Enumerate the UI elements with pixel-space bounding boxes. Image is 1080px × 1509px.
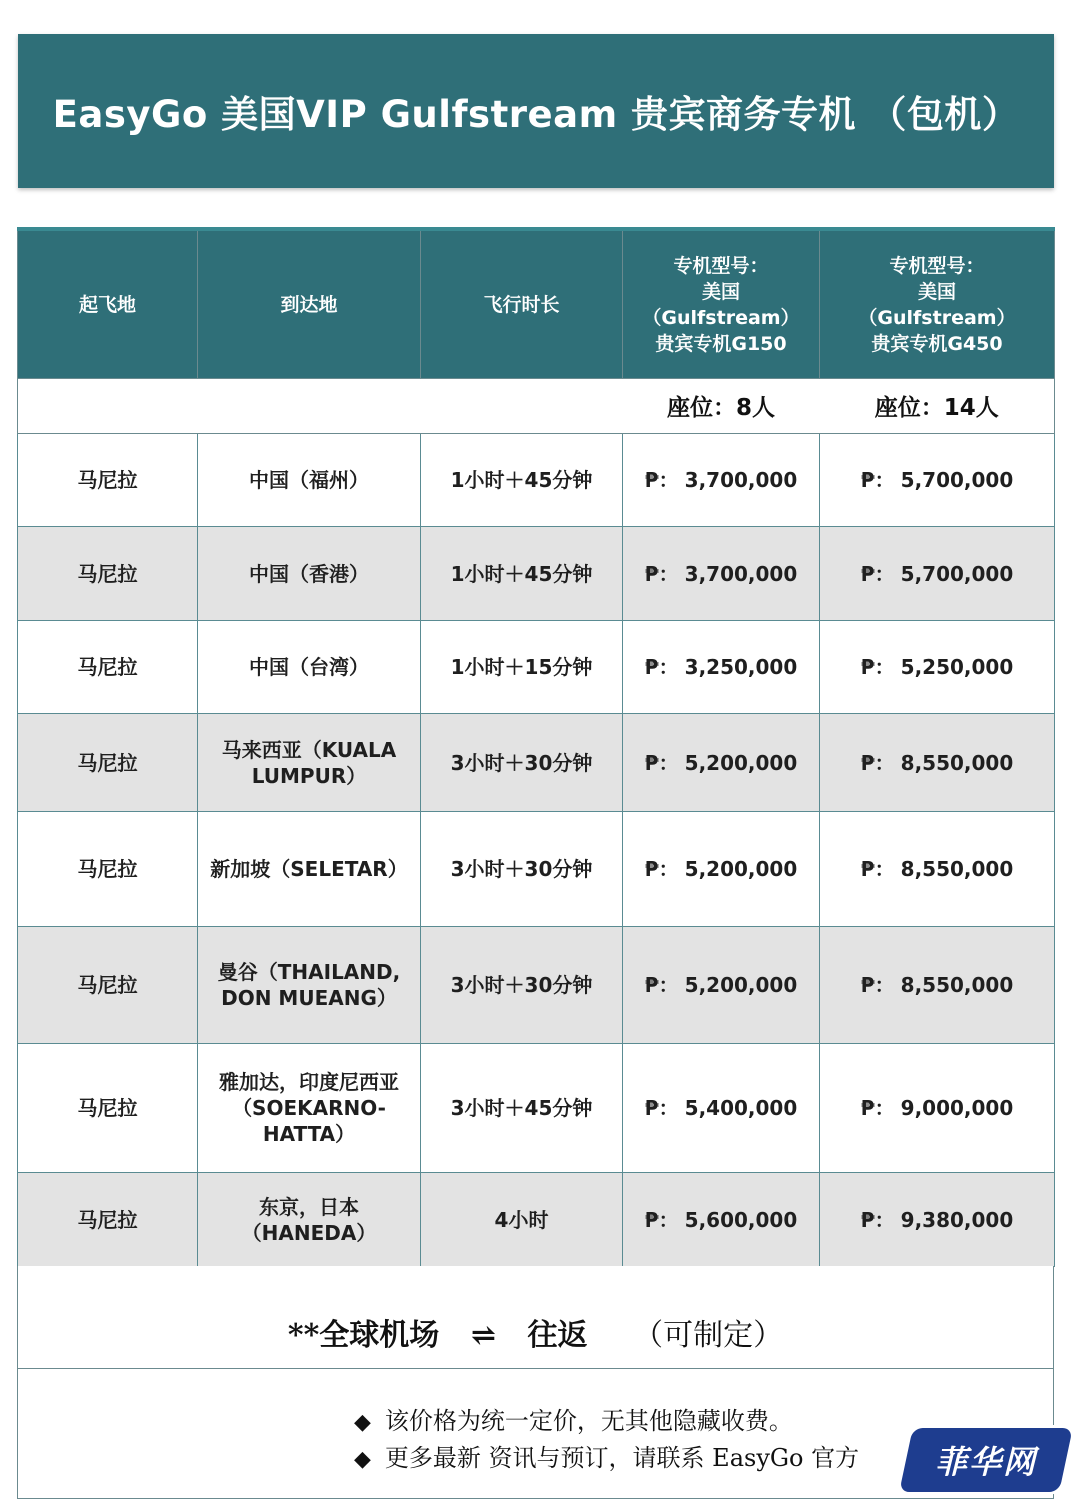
cell-price-g450 [820,714,1055,812]
cell-price-g150 [623,1044,820,1173]
cell-price-g150 [623,434,820,527]
cell-duration: 3小时＋30分钟 [421,812,623,927]
note-text: 该价格为统一定价，无其他隐藏收费。 [384,1407,793,1435]
header-g150 [623,229,820,379]
table-row [18,1044,1055,1173]
peso-sign: ₱： [644,857,679,881]
price-value: 3,700,000 [684,468,798,492]
cell-price-g150 [623,1173,820,1267]
peso-sign: ₱： [644,750,679,775]
page-title: EasyGo 美国VIP Gulfstream 贵宾商务专机 （包机） [52,93,1020,136]
cell-origin: 马尼拉 [18,812,198,927]
table-row [18,621,1055,714]
destination-line: （SOEKARNO- [232,1096,386,1120]
cell-destination [198,812,421,927]
diamond-bullet-icon: ◆ [354,1410,371,1435]
peso-sign: ₱： [644,973,679,997]
table-header-row [18,229,1055,379]
destination-line: HATTA） [262,1122,356,1146]
price-value: 3,250,000 [684,655,798,679]
header-g450-line: 贵宾专机G450 [871,332,1003,355]
peso-sign: ₱： [860,1096,895,1120]
footer-divider [18,1368,1053,1369]
price-value: 9,000,000 [900,1096,1014,1120]
cell-price-g450 [820,621,1055,714]
route-label: **全球机场 [287,1318,440,1353]
destination-line: LUMPUR） [251,763,367,788]
price-value: 5,400,000 [684,1096,798,1120]
destination-line: 中国（香港） [249,561,369,586]
price-value: 8,550,000 [900,750,1014,775]
table-row [18,812,1055,927]
cell-destination [198,1173,421,1267]
peso-sign: ₱： [644,655,679,679]
watermark-logo [899,1428,1073,1492]
header-origin: 起飞地 [18,229,198,379]
price-value: 5,200,000 [684,750,798,775]
destination-line: 中国（福州） [249,468,369,492]
diamond-bullet-icon: ◆ [354,1447,371,1472]
price-value: 5,700,000 [900,468,1014,492]
cell-price-g450 [820,1173,1055,1267]
peso-sign: ₱： [644,1096,679,1120]
cell-price-g450 [820,812,1055,927]
peso-sign: ₱： [860,973,895,997]
header-g150-line: （Gulfstream） [642,306,800,329]
cell-origin: 马尼拉 [18,714,198,812]
note-text: 更多最新 资讯与预订，请联系 EasyGo 官方 [384,1444,860,1472]
table-body [18,379,1055,1267]
cell-destination [198,621,421,714]
cell-origin: 马尼拉 [18,927,198,1044]
route-line [18,1310,1053,1354]
price-value: 8,550,000 [900,857,1014,881]
watermark-text: 菲华网 [934,1443,1037,1481]
peso-sign: ₱： [860,561,895,586]
peso-sign: ₱： [860,750,895,775]
peso-sign: ₱： [644,468,679,492]
cell-duration: 1小时＋45分钟 [421,527,623,621]
cell-price-g450 [820,434,1055,527]
cell-origin: 马尼拉 [18,1173,198,1267]
route-custom: （可制定） [633,1318,784,1353]
peso-sign: ₱： [860,655,895,679]
cell-price-g450 [820,927,1055,1044]
price-value: 9,380,000 [900,1207,1014,1232]
header-destination: 到达地 [198,229,421,379]
cell-origin: 马尼拉 [18,527,198,621]
cell-price-g150 [623,714,820,812]
destination-line: DON MUEANG） [221,986,397,1010]
destination-line: 雅加达，印度尼西亚 [219,1070,399,1094]
cell-destination [198,434,421,527]
cell-price-g450 [820,1044,1055,1173]
price-value: 5,700,000 [900,561,1014,586]
note-item [354,1438,859,1473]
header-g450-line: 专机型号： [889,254,985,277]
round-trip-arrows-icon: ⇌ [470,1318,496,1353]
note-item [354,1401,793,1436]
price-value: 3,700,000 [684,561,798,586]
seat-row [18,379,1055,434]
header-duration: 飞行时长 [421,229,623,379]
seat-blank [18,379,198,434]
peso-sign: ₱： [644,1207,679,1232]
peso-sign: ₱： [644,561,679,586]
cell-duration: 3小时＋30分钟 [421,714,623,812]
table-row [18,434,1055,527]
table-row [18,927,1055,1044]
price-value: 5,200,000 [684,973,798,997]
seats-g450: 座位：14人 [820,379,1055,434]
seat-blank [198,379,421,434]
cell-duration: 3小时＋45分钟 [421,1044,623,1173]
seats-g150: 座位：8人 [623,379,820,434]
cell-destination [198,927,421,1044]
header-g150-line: 贵宾专机G150 [655,332,787,355]
table-row [18,527,1055,621]
title-banner [18,34,1054,188]
table-row [18,1173,1055,1267]
destination-line: 东京，日本 [259,1194,359,1219]
price-value: 8,550,000 [900,973,1014,997]
cell-origin: 马尼拉 [18,621,198,714]
cell-price-g150 [623,621,820,714]
cell-duration: 3小时＋30分钟 [421,927,623,1044]
price-value: 5,250,000 [900,655,1014,679]
price-table [17,227,1055,1267]
price-value: 5,600,000 [684,1207,798,1232]
destination-line: 曼谷（THAILAND, [217,960,401,984]
cell-origin: 马尼拉 [18,1044,198,1173]
cell-destination [198,527,421,621]
header-g150-line: 美国 [701,280,740,303]
cell-price-g150 [623,927,820,1044]
table-row [18,714,1055,812]
header-g450-line: 美国 [917,280,956,303]
header-g450 [820,229,1055,379]
seat-blank [421,379,623,434]
price-value: 5,200,000 [684,857,798,881]
peso-sign: ₱： [860,468,895,492]
header-g150-line: 专机型号： [673,254,769,277]
cell-destination [198,714,421,812]
cell-duration: 1小时＋45分钟 [421,434,623,527]
peso-sign: ₱： [860,857,895,881]
header-g450-line: （Gulfstream） [858,306,1016,329]
cell-price-g150 [623,527,820,621]
cell-price-g450 [820,527,1055,621]
cell-duration: 4小时 [421,1173,623,1267]
destination-line: 马来西亚（KUALA [221,737,397,762]
cell-price-g150 [623,812,820,927]
route-roundtrip: 往返 [527,1318,588,1353]
cell-destination [198,1044,421,1173]
cell-origin: 马尼拉 [18,434,198,527]
cell-duration: 1小时＋15分钟 [421,621,623,714]
peso-sign: ₱： [860,1207,895,1232]
destination-line: 中国（台湾） [249,655,369,679]
destination-line: （HANEDA） [241,1220,377,1245]
destination-line: 新加坡（SELETAR） [210,857,408,881]
